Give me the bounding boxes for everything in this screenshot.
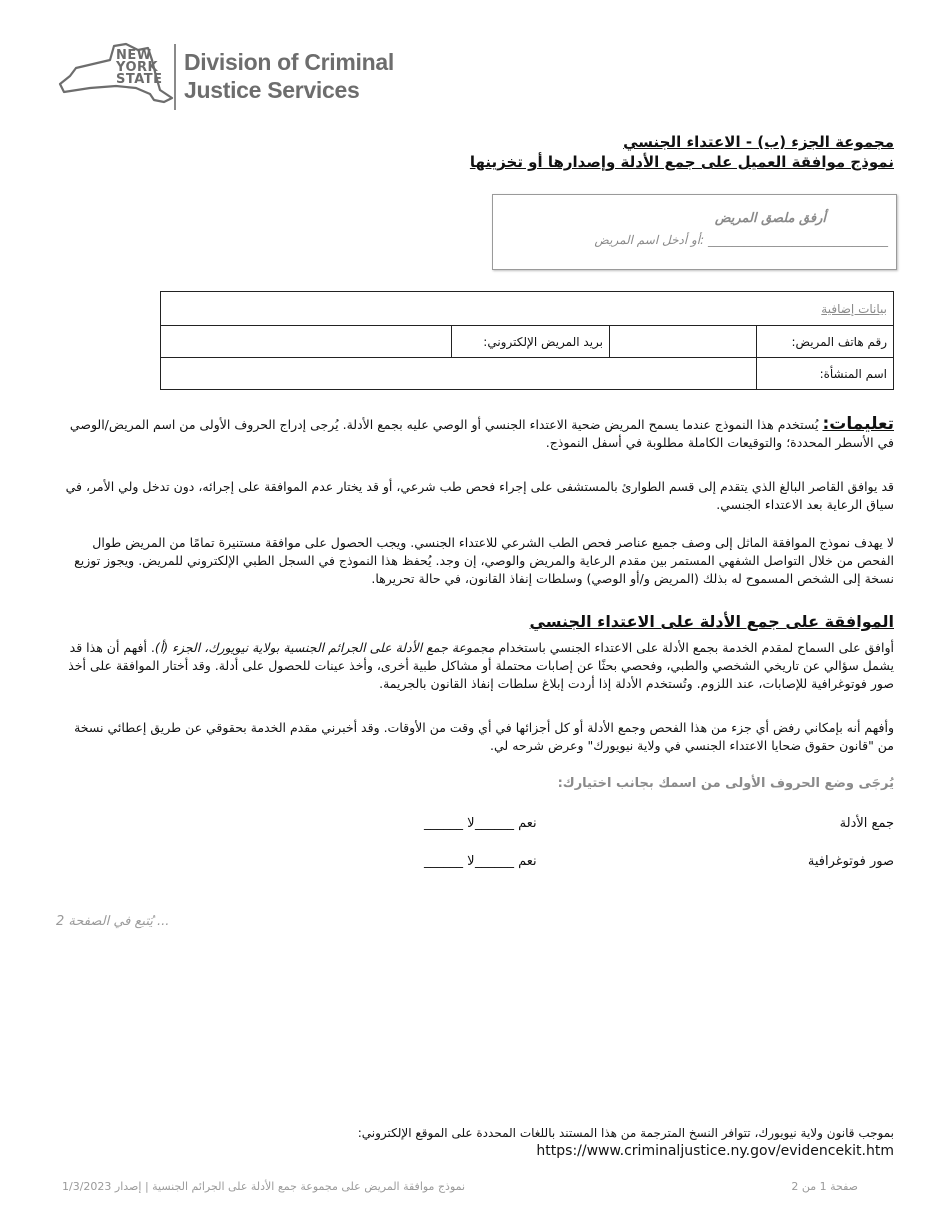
option-photos-label: صور فوتوغرافية (807, 854, 894, 869)
evidencekit-link[interactable]: https://www.criminaljustice.ny.gov/evidencekit.htm (536, 1143, 894, 1159)
form-title-line1: مجموعة الجزء (ب) - الاعتداء الجنسي (623, 133, 894, 151)
form-version: نموذج موافقة المريض على مجموعة جمع الأدلة على الجرائم الجنسية | إصدار 1/3/2023 (62, 1180, 466, 1193)
continued-note: ... يُتبع في الصفحة 2 (56, 914, 170, 929)
instructions-paragraph-2: قد يوافق القاصر البالغ الذي يتقدم إلى قسم الطوارئ بالمستشفى على إجراء فحص طب شرعي، أو قد يختار عدم الموافقة على إجرائه، دون تدخل ولي الأمر، في سياق الرعاية بعد الاعتداء الجنسي. (65, 479, 894, 512)
translation-note: بموجب قانون ولاية نيويورك، تتوافر النسخ المترجمة من هذا المستند باللغات المحددة على الموقع الإلكتروني: (357, 1126, 894, 1140)
consent-paragraph-1: أوافق على السماح لمقدم الخدمة بجمع الأدلة على الاعتداء الجنسي باستخدام مجموعة جمع الأدلة على الجرائم الجنسية بولاية نيويورك، الجزء (أ). أفهم أن هذا قد يشمل سؤالي عن تاريخي الشخصي والطبي، وفحصي بحثًا عن إصابات محتملة أو مشاكل طبية أخرى، وأخذ عينات للحصول على أدلة. وقد أختار الموافقة على أخذ صور فوتوغرافية للإصابات، عند اللزوم. وتُستخدم الأدلة إذا أردت إبلاغ سلطات إنفاذ القانون بالجريمة. (68, 640, 894, 691)
consent-paragraph-2: وأفهم أنه بإمكاني رفض أي جزء من هذا الفحص وجمع الأدلة أو كل أجزائها في أي وقت من الأوقات. وقد أخبرني مقدم الخدمة بحقوقي عن طريق إعطائي نسخة من "قانون حقوق ضحايا الاعتداء الجنسي في ولاية نيويورك" وعرض شرحه لي. (74, 720, 894, 753)
facility-name-field[interactable] (161, 358, 757, 390)
page-number: صفحة 1 من 2 (791, 1180, 858, 1193)
logo-divider (174, 44, 176, 110)
kit-name: مجموعة جمع الأدلة على الجرائم الجنسية بولاية نيويورك، الجزء (أ) (154, 640, 495, 655)
sticker-label: أرفق ملصق المريض (714, 211, 826, 226)
instructions-paragraph-1: تعليمات: يُستخدم هذا النموذج عندما يسمح المريض ضحية الاعتداء الجنسي أو الوصي عليه بجمع الأدلة. يُرجى إدراج الحروف الأولى من اسم المريض/الوصي في الأسطر المحددة؛ والتوقيعات الكاملة مطلوبة في أسفل النموذج. (69, 414, 894, 450)
ny-state-wordmark: NEW YORK STATE (116, 48, 163, 87)
instructions-paragraph-3: لا يهدف نموذج الموافقة الماثل إلى وصف جميع عناصر فحص الطب الشرعي للاعتداء الجنسي. ويجب الحصول على موافقة مستنيرة تمامًا من المريض طوال الفحص من خلال التواصل الشفهي المستمر بين مقدم الرعاية والمريض والوصي، إن وجد. يُحفظ هذا النموذج في السجل الطبي الإلكتروني للمريض. ويجوز توزيع نسخة إلى الشخص المسموح له بذلك (المريض و/أو الوصي) وسلطات إنفاذ القانون، في حالة تحريرها. (74, 535, 894, 586)
additional-info-table (160, 291, 894, 390)
initials-prompt: يُرجَى وضع الحروف الأولى من اسمك بجانب اختيارك: (557, 776, 894, 791)
patient-name-line: أو أدخل اسم المريض: ______________________________ (594, 233, 888, 247)
patient-sticker-box[interactable] (492, 194, 897, 270)
option-evidence-yes[interactable]: نعم ______ (475, 816, 537, 831)
dcjs-logo (56, 42, 416, 114)
org-name: Division of Criminal Justice Services (184, 49, 394, 103)
option-evidence-label: جمع الأدلة (839, 816, 894, 831)
additional-info-header: بيانات إضافية (161, 292, 894, 326)
facility-name-label: اسم المنشأة: (757, 358, 894, 390)
patient-email-field[interactable] (161, 326, 452, 358)
option-photos-yes[interactable]: نعم ______ (475, 854, 537, 869)
patient-email-label: بريد المريض الإلكتروني: (452, 326, 610, 358)
option-evidence-no[interactable]: لا ______ (424, 816, 475, 831)
patient-phone-label: رقم هاتف المريض: (757, 326, 894, 358)
patient-phone-field[interactable] (610, 326, 757, 358)
instructions-heading: تعليمات: (822, 414, 894, 434)
option-photos-no[interactable]: لا ______ (424, 854, 475, 869)
form-title-line2: نموذج موافقة العميل على جمع الأدلة وإصدارها أو تخزينها (469, 153, 894, 171)
consent-heading: الموافقة على جمع الأدلة على الاعتداء الجنسي (529, 612, 894, 631)
